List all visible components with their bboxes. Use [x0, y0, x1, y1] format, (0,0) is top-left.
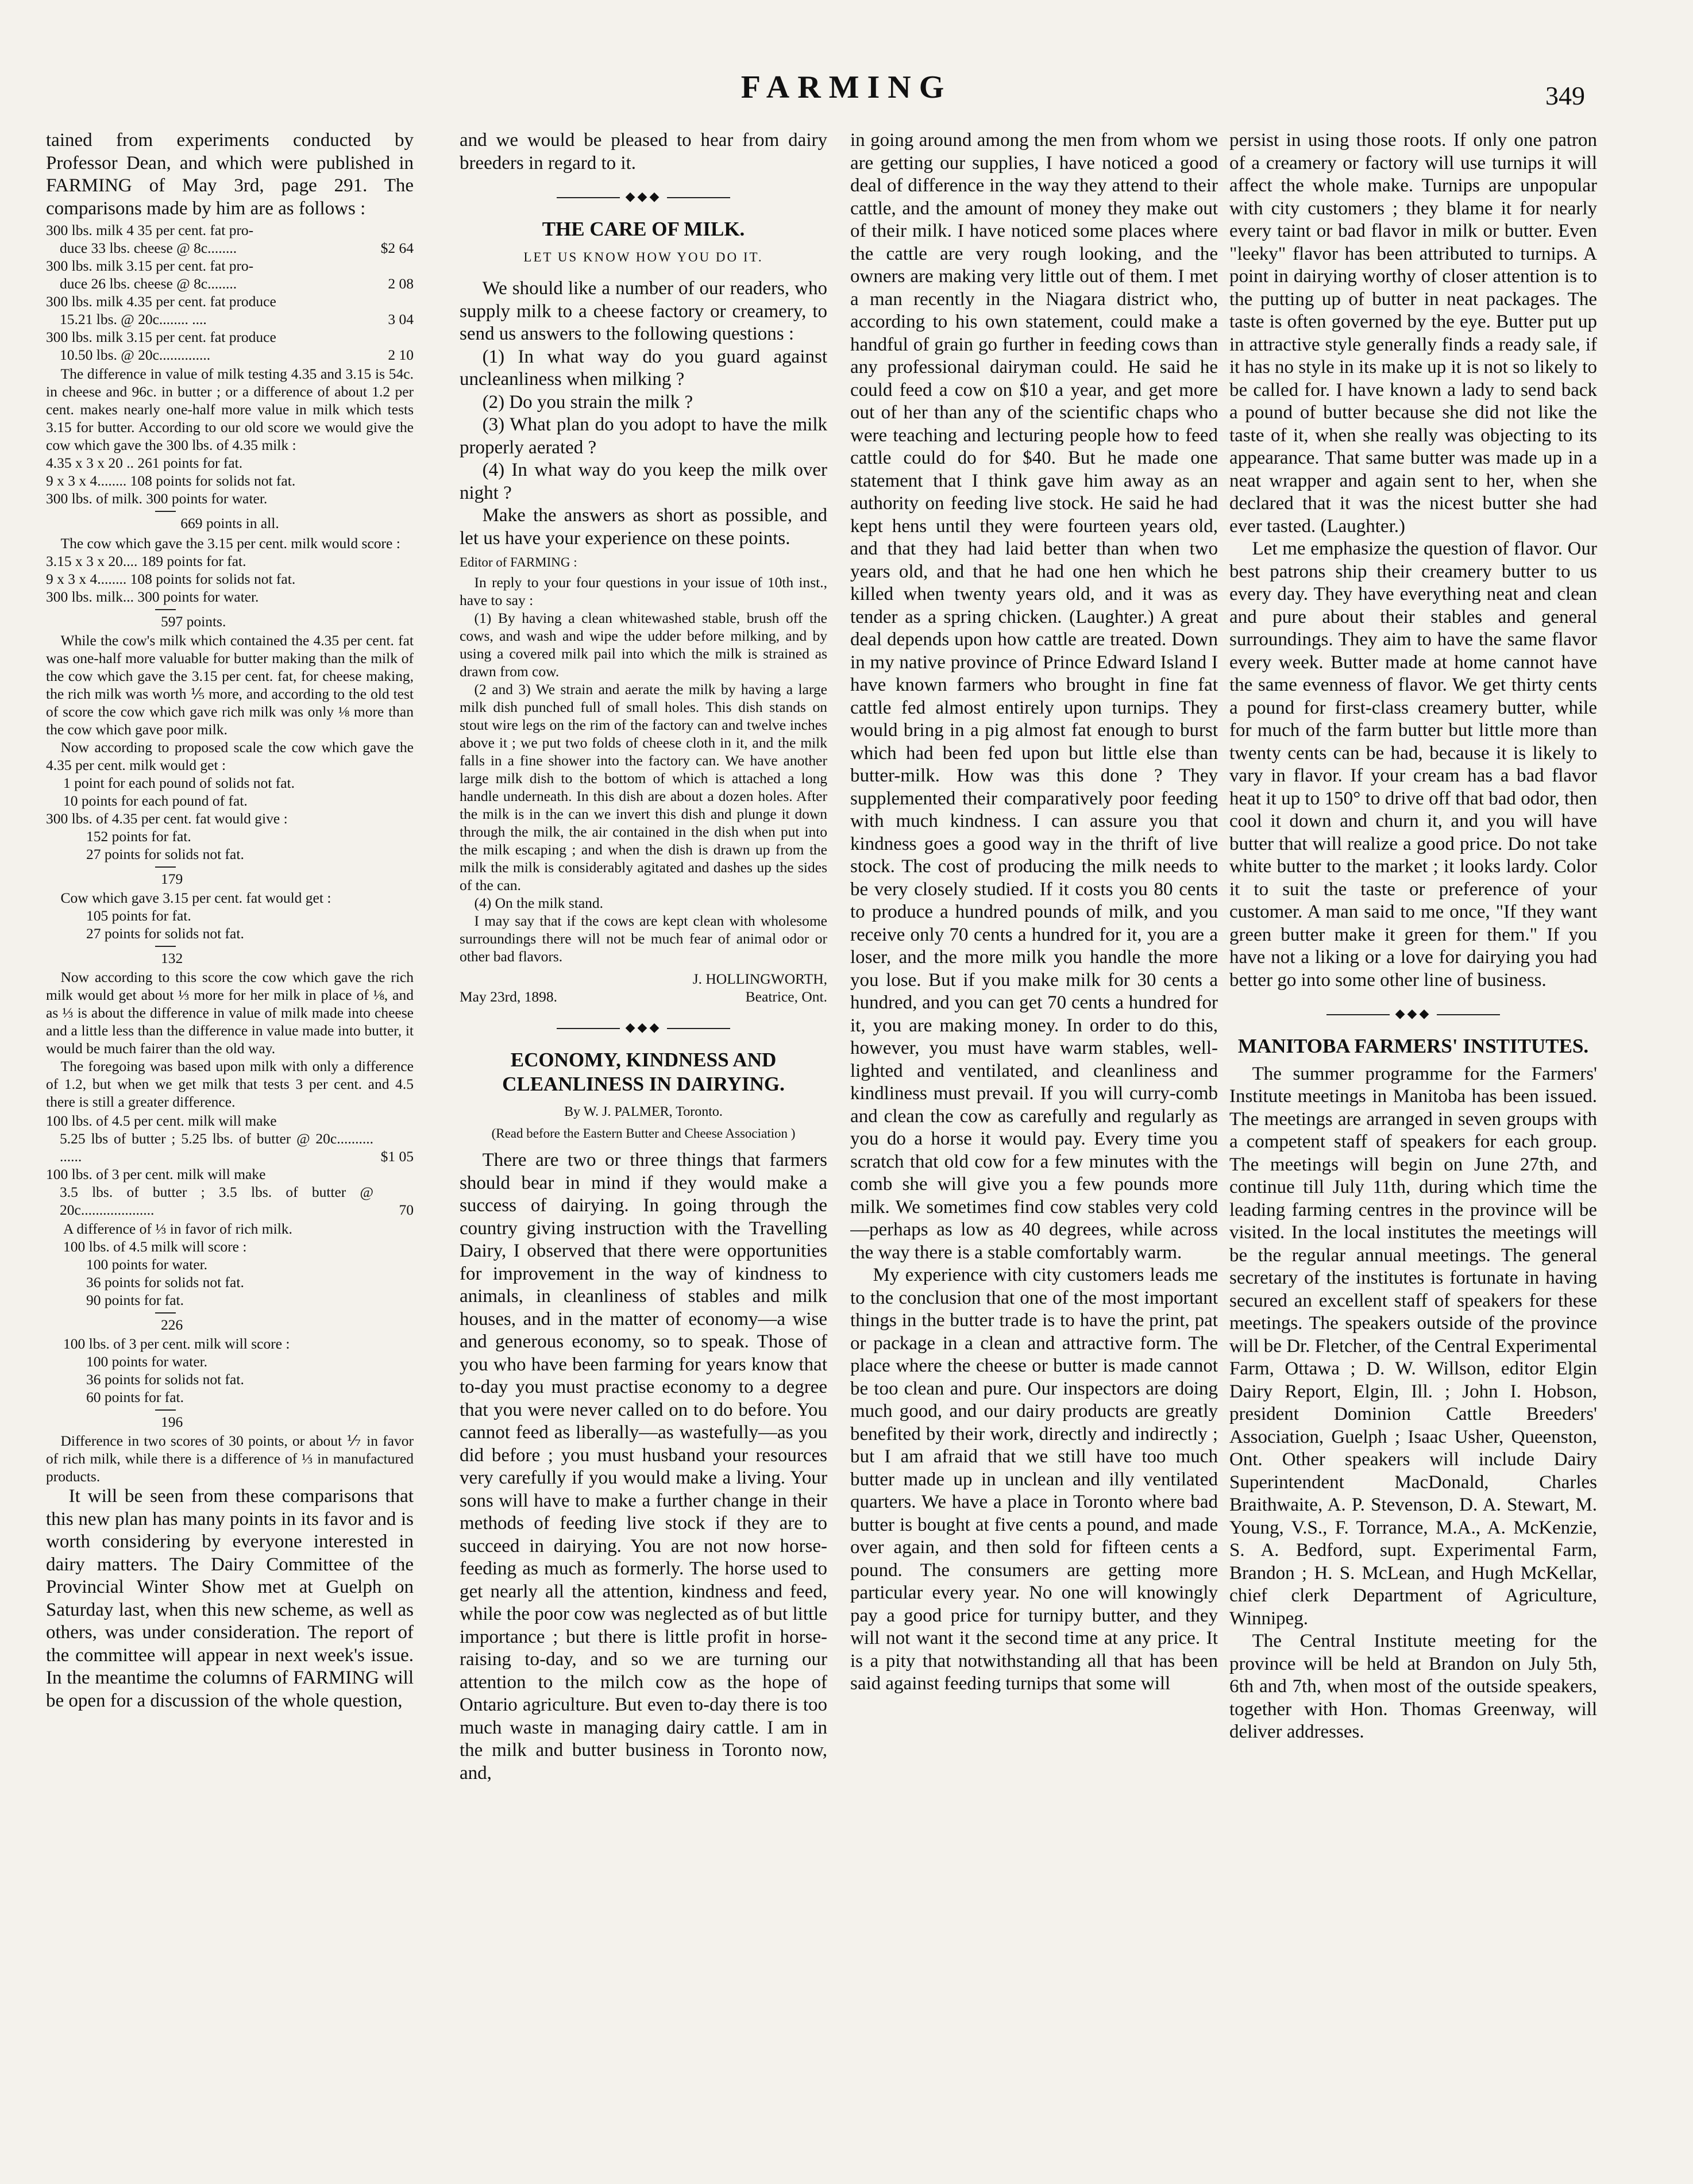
list-item: 90 points for fat.	[86, 1292, 184, 1308]
list-item: 36 points for solids not fat.	[86, 1274, 244, 1291]
section-separator: ◆◆◆	[1229, 1002, 1597, 1025]
comparison-table-1	[46, 221, 414, 1485]
article-byline: By W. J. PALMER, Toronto.	[564, 1104, 723, 1119]
score-list-2	[46, 552, 414, 606]
table-row-label: 100 lbs. of 3 per cent. milk will make	[46, 1166, 266, 1182]
score-list-1	[46, 454, 414, 507]
letter-salutation: Editor of FARMING :	[460, 555, 577, 569]
table-row-label: duce 26 lbs. cheese @ 8c........	[60, 275, 237, 292]
paragraph-make: Make the answers as short as possible, and let us have your experience on these points.	[460, 505, 827, 549]
paragraph-seen: It will be seen from these comparisons that this new plan has many points in its favor and is worth considering by everyone interested in dairy matters. The Dairy Committee of the Provincial Winter Show met at Guelph on Saturday last, when this new scheme, as well as others, was under consideration. The report of the committee will appear in next week's issue. In the meantime the columns of FARMING will be open for a discussion of the whole question,	[46, 1486, 414, 1711]
table-row-label: 300 lbs. milk 4.35 per cent. fat produce	[46, 293, 276, 310]
sum-rule	[155, 1409, 176, 1411]
paragraph-let-me: Let me emphasize the question of flavor. Our best patrons ship their creamery butter to us every day. They have everything neat and clean and pure about their stables and general surroundings. They aim to have the same flavor every week. Butter made at home cannot have the same evenness of flavor. We get thirty cents a pound for first-class creamery butter, while for much of the farm butter but little more than twenty cents can be had, because it is likely to vary in flavor. If your cream has a bad flavor heat it up to 150° to drive off that bad odor, then cool it down and churn it, and you will have butter that will realize a good price. Do not take white butter to the market ; it looks lardy. Color it to suit the taste or preference of your customer. A man said to me once, "If they want green butter make it green for them." If you have not a liking or a love for dairying you had better go into some other line of business.	[1229, 538, 1597, 991]
list-item: 100 lbs. of 4.5 milk will score :	[63, 1238, 247, 1255]
table-row-value: 70	[399, 1201, 414, 1218]
total-points-2: 597 points.	[161, 613, 226, 630]
table-row-value: 2 10	[388, 346, 414, 363]
letter-dateline	[460, 988, 827, 1006]
paragraph-experience: My experience with city customers leads me to the conclusion that one of the most important things in the butter trade is to have the print, pat or package in a clean and attractive form. The place where the cheese or butter is made cannot be too clean and pure. Our inspectors are doing much good, and our dairy products are greatly benefited by their work, directly and indirectly ; but I am afraid that we still have too much butter made up in unclean and illy ventilated quarters. We have a place in Toronto where bad butter is bought at five cents a pound, and made over again, and then sold for fifteen cents a pound. The consumers are getting more particular every year. No one will knowingly pay a good price for turnipy butter, and they will not want it the second time at any price. It is a pity that notwithstanding all that has been said against feeding turnips that some will	[850, 1265, 1218, 1694]
paragraph-summer: The summer programme for the Farmers' Institute meetings in Manitoba has been issued. The meetings are arranged in seven groups with a competent staff of speakers for each group. The meetings will begin on June 27th, and continue till July 11th, during which time the leading farming centres in the province will be visited. In the local institutes the meetings will be the regular annual meetings. The general secretary of the institutes is fortunate in having secured an excellent staff of speakers for these meetings. The speakers outside of the province will be Dr. Fletcher, of the Central Experimental Farm, Ottawa ; D. W. Willson, editor Elgin Dairy Report, Elgin, Ill. ; John I. Hobson, president Dominion Cattle Breeders' Association, Guelph ; Isaac Usher, Queenston, Ont. Other speakers will include Dairy Superintendent MacDonald, Charles Braithwaite, A. P. Stevenson, D. A. Stewart, M. Young, V.S., F. Torrance, M.A., A. McKenzie, S. A. Bedford, supt. Experimental Farm, Brandon ; H. S. McLean, and Hugh McKellar, chief clerk Department of Agriculture, Winnipeg.	[1229, 1063, 1597, 1629]
table-row-label: 300 lbs. milk 4 35 per cent. fat pro-	[46, 222, 254, 238]
table-row-label: 100 lbs. of 4.5 per cent. milk will make	[46, 1112, 277, 1129]
list-item: 10 points for each pound of fat.	[63, 792, 248, 809]
table-row-value: 2 08	[388, 275, 414, 292]
sum-rule	[155, 866, 176, 868]
letter-date: May 23rd, 1898.	[460, 988, 557, 1005]
sum-rule	[155, 1312, 176, 1314]
comparison-table-2	[46, 1112, 414, 1219]
paragraph-difference-2: Difference in two scores of 30 points, or about ⅐ in favor of rich milk, while there is a difference of ⅓ in manufactured products.	[46, 1432, 414, 1485]
column-2	[460, 129, 827, 2175]
paragraph-there: There are two or three things that farmers should bear in mind if they would make a success of dairying. In going through the country giving instruction with the Travelling Dairy, I observed that there were opportunities for improvement in the way of kindness to animals, in cleanliness of stables and milk houses, and in the matter of economy—a wise and generous economy, so to speak. Those of you who have been farming for years know that to-day you must practise economy to a degree that you were never called on to do before. You cannot feed as liberally—as wastefully—as you did before ; you must husband your resources very carefully if you would make a living. Your sons will have to make a further change in their methods of feeding live stock if they are to succeed in dairying. You are not now horse-feeding as much as formerly. The horse used to get nearly all the attention, kindness and feed, while the poor cow was neglected as of but little importance ; but there is little profit in horse-raising to-day, and so we are turning our attention to the milch cow as the hope of Ontario agriculture. But even to-day there is too much waste in managing dairy cattle. I am in the milk and butter business in Toronto now, and,	[460, 1150, 827, 1784]
sum-rule	[155, 609, 176, 610]
list-item: 100 points for water.	[86, 1256, 208, 1273]
reply-paragraph: (4) On the milk stand.	[474, 895, 604, 911]
list-item: 3.15 x 3 x 20.... 189 points for fat.	[46, 553, 246, 569]
list-item: 300 lbs. milk... 300 points for water.	[46, 588, 259, 605]
paragraph-difference: The difference in value of milk testing 4.35 and 3.15 is 54c. in cheese and 96c. in butter ; or a difference of about 1.2 per cent. makes nearly one-half more value in milk which tests 3.15 for butter. According to our old score we would give the cow which gave the 300 lbs. of 4.35 milk :	[46, 365, 414, 453]
section-separator: ◆◆◆	[460, 185, 827, 208]
heading-care-of-milk: THE CARE OF MILK.	[542, 217, 745, 240]
paragraph-while: While the cow's milk which contained the 4.35 per cent. fat was one-half more valuable for butter making than the milk of the cow which gave the 3.15 per cent. fat, for cheese making, the rich milk was worth ⅕ more, and according to the old test of score the cow which gave rich milk was only ⅛ more than the cow which gave poor milk.	[46, 632, 414, 738]
list-item: 9 x 3 x 4........ 108 points for solids not fat.	[46, 472, 296, 489]
total-points-3: 179	[161, 870, 183, 887]
page-header-title: FARMING	[741, 70, 952, 105]
score-45-list	[46, 1220, 414, 1309]
letter-signer: J. HOLLINGWORTH,	[692, 970, 827, 987]
table-row-label: 5.25 lbs of butter ; 5.25 lbs. of butter @ 20c.......... ......	[60, 1130, 373, 1165]
table-row-label: 10.50 lbs. @ 20c..............	[60, 346, 211, 363]
total-points-5: 226	[161, 1316, 183, 1333]
question-item: (1) In what way do you guard against uncleanliness when milking ?	[460, 346, 827, 390]
list-item: 300 lbs. of 4.35 per cent. fat would give :	[46, 810, 288, 827]
column-1	[46, 129, 414, 2175]
total-points-6: 196	[161, 1413, 183, 1430]
list-item: 27 points for solids not fat.	[86, 846, 244, 862]
scale-list	[46, 774, 414, 863]
table-row-label: 3.5 lbs. of butter ; 3.5 lbs. of butter @ 20c....................	[60, 1184, 373, 1218]
list-item: 27 points for solids not fat.	[86, 925, 244, 942]
list-item: 105 points for fat.	[86, 907, 191, 924]
list-item: 1 point for each pound of solids not fat.	[63, 775, 295, 791]
sum-rule	[155, 946, 176, 947]
sum-rule	[155, 511, 176, 512]
list-item: 300 lbs. of milk. 300 points for water.	[46, 490, 268, 507]
list-item: 100 lbs. of 3 per cent. milk will score :	[63, 1335, 290, 1352]
question-item: (4) In what way do you keep the milk over night ?	[460, 460, 827, 503]
table-row-value: $1 05	[380, 1148, 414, 1165]
table-row-value: $2 64	[380, 240, 414, 256]
paragraph-continued: and we would be pleased to hear from dairy breeders in regard to it.	[460, 130, 827, 174]
table-row-label: 300 lbs. milk 3.15 per cent. fat produce	[46, 329, 276, 345]
paragraph-should: We should like a number of our readers, who supply milk to a cheese factory or creamery, to send us answers to the following questions :	[460, 278, 827, 344]
paragraph-now: Now according to proposed scale the cow which gave the 4.35 per cent. milk would get :	[46, 739, 414, 773]
score-3-list	[46, 1335, 414, 1406]
heading-economy: ECONOMY, KINDNESS AND CLEANLINESS IN DAIRYING.	[502, 1048, 785, 1095]
question-item: (2) Do you strain the milk ?	[482, 391, 693, 413]
column-3	[850, 129, 1218, 2175]
reply-paragraph: I may say that if the cows are kept clean with wholesome surroundings there will not be much fear of animal odor or other bad flavors.	[460, 912, 827, 965]
column-4	[1229, 129, 1597, 2175]
table-row-label: 15.21 lbs. @ 20c........ ....	[60, 311, 207, 328]
total-points-1: 669 points in all.	[180, 515, 279, 531]
cow-315-list	[46, 907, 414, 942]
paragraph-cow-315-get: Cow which gave 3.15 per cent. fat would get :	[60, 889, 331, 906]
reply-paragraph: In reply to your four questions in your issue of 10th inst., have to say :	[460, 574, 827, 608]
paragraph-now-according: Now according to this score the cow which gave the rich milk would get about ⅓ more for her milk in place of ⅛, and as ⅓ is about the difference in value of milk made into cheese and a little less than the difference in value made into butter, it would be much fairer than the old way.	[46, 969, 414, 1057]
letter-place: Beatrice, Ont.	[745, 988, 827, 1005]
table-row-label: 300 lbs. milk 3.15 per cent. fat pro-	[46, 257, 254, 274]
section-separator: ◆◆◆	[460, 1016, 827, 1039]
total-points-4: 132	[161, 950, 183, 966]
list-item: 9 x 3 x 4........ 108 points for solids not fat.	[46, 571, 296, 587]
reply-paragraph: (2 and 3) We strain and aerate the milk by having a large milk dish punched full of small holes. This dish stands on stout wire legs on the rim of the factory can and twelve inches above it ; we put two folds of cheese cloth in it, and the milk falls in a fine shower into the factory can. We have another large milk dish to the bottom of which is attached a long handle underneath. In this dish are about a dozen holes. After the milk is in the can we invert this dish and plunge it down through the milk, the air contained in the dish when put into the milk escaping ; and when the dish is drawn up from the milk the milk is considerably agitated and dashes up the sides of the can.	[460, 681, 827, 893]
reply-paragraph: (1) By having a clean whitewashed stable, brush off the cows, and wash and wipe the udder before milking, and by using a covered milk pail into which the milk is strained as drawn from cow.	[460, 610, 827, 680]
paragraph-foregoing: The foregoing was based upon milk with only a difference of 1.2, but when we get milk that tests 3 per cent. and 4.5 there is still a greater difference.	[46, 1058, 414, 1110]
page-number: 349	[1545, 81, 1585, 110]
paragraph-central: The Central Institute meeting for the province will be held at Brandon on July 5th, 6th and 7th, when most of the outside speakers, together with Hon. Thomas Greenway, will deliver addresses.	[1229, 1631, 1597, 1742]
subheading-care-of-milk: LET US KNOW HOW YOU DO IT.	[523, 249, 763, 264]
list-item: 100 points for water.	[86, 1353, 208, 1370]
heading-manitoba: MANITOBA FARMERS' INSTITUTES.	[1237, 1034, 1589, 1057]
reply-letter	[460, 553, 827, 1006]
table-row-value: 3 04	[388, 311, 414, 328]
table-row-label: duce 33 lbs. cheese @ 8c........	[60, 240, 237, 256]
article-note: (Read before the Eastern Butter and Cheese Association )	[491, 1126, 796, 1141]
paragraph-going: in going around among the men from whom we are getting our supplies, I have noticed a good deal of difference in the way they attend to their cattle, and the amount of money they make out of their milk. I have noticed some places where the cattle are very rough looking, and the owners are making very little out of them. I met a man recently in the Niagara district who, according to his own statement, could make a handful of grain go further in feeding cows than any professional dairyman could. He said he could feed a cow on $10 a year, and get more out of her than any of the scientific chaps who were teaching and lecturing people how to feed cattle could do for $40. But he made one statement that I think gave him away as an authority on feeding live stock. He said he had kept hens until they were fourteen years old, and that they had laid better than when two years old, and that he had one hen which he killed when twenty years old, and it was as tender as a spring chicken. (Laughter.) A great deal depends upon how cattle are treated. Down in my native province of Prince Edward Island I have known farmers who brought in fine fat cattle fed almost entirely upon turnips. They would bring in a pig almost fat enough to burst which had been fed upon but little else than butter-milk. How was this done ? They supplemented their comparatively poor feeding with much kindness. I can assure you that kindness goes a good way in the thrift of live stock. The cost of producing the milk needs to be very closely studied. If it costs you 80 cents to produce a hundred pounds of milk, and you receive only 70 cents a hundred for it, you are a loser, and the more milk you handle the more you lose. But if you make milk for 30 cents a hundred, and you can get 70 cents a hundred for it, you are making money. In order to do this, however, you must have warm stables, well-lighted and ventilated, and cleanliness and kindliness must prevail. If you will curry-comb and clean the cow as carefully and regularly as you do a horse it would pay. Every time you scratch that old cow for a few minutes with the comb she will give you a few pounds more milk. We sometimes find cow stables very cold—perhaps as low as 40 degrees, while across the way there is a stable comfortably warm.	[850, 130, 1218, 1263]
list-item: 152 points for fat.	[86, 828, 191, 845]
paragraph-cow-315: The cow which gave the 3.15 per cent. milk would score :	[60, 535, 400, 552]
list-item: 60 points for fat.	[86, 1389, 184, 1405]
paragraph-intro: tained from experiments conducted by Professor Dean, and which were published in FARMING of May 3rd, page 291. The comparisons made by him are as follows :	[46, 130, 414, 219]
list-item: A difference of ⅓ in favor of rich milk.	[63, 1220, 292, 1237]
list-item: 4.35 x 3 x 20 .. 261 points for fat.	[46, 454, 243, 471]
list-item: 36 points for solids not fat.	[86, 1371, 244, 1388]
paragraph-persist: persist in using those roots. If only one patron of a creamery or factory will use turnips it will affect the whole make. Turnips are unpopular with city customers ; they blame it for nearly every taint or bad flavor in milk or butter. Even "leeky" flavor has been attributed to turnips. A point in dairying worthy of closer attention is to the putting up of butter in neat packages. The taste is often governed by the eye. Butter put up in attractive style generally finds a ready sale, if it has no style in its make up it is not so likely to be called for. I have known a lady to send back a pound of butter because she did not like the taste of it, when she really was objecting to its appearance. That same butter was made up in a neat wrapper and again sent to her, when she declared that it was the nicest butter she had ever tasted. (Laughter.)	[1229, 130, 1597, 537]
question-item: (3) What plan do you adopt to have the milk properly aerated ?	[460, 414, 827, 458]
